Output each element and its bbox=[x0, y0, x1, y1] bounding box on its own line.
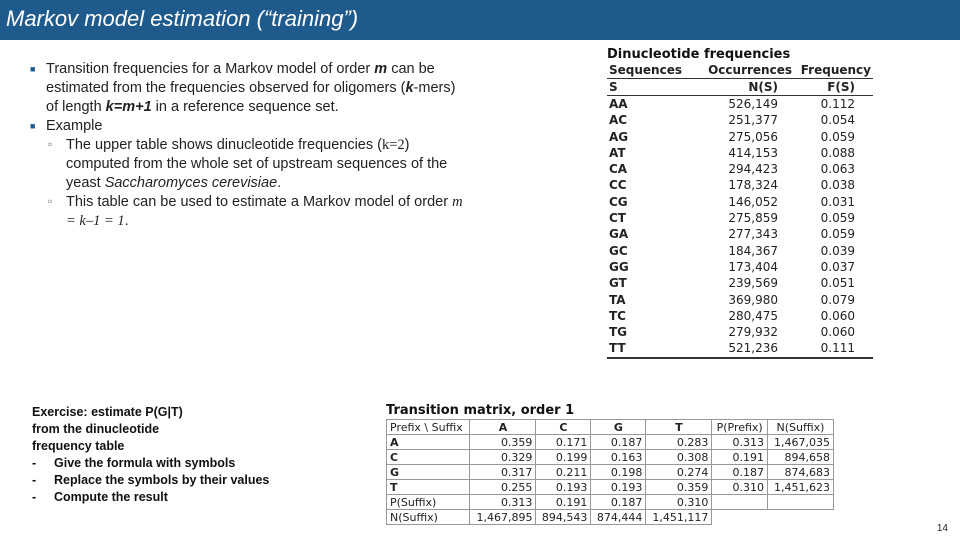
matrix-cell: 0.187 bbox=[712, 465, 768, 480]
col-header-sequences: Sequences bbox=[609, 63, 682, 77]
cell-occurrences: 369,980 bbox=[728, 292, 778, 307]
table-row bbox=[607, 194, 873, 210]
exercise-line: Exercise: estimate P(G|T) bbox=[32, 405, 183, 419]
empty-cell bbox=[712, 495, 768, 510]
bullet-text: The upper table shows dinucleotide frequencies ( bbox=[66, 137, 382, 153]
bullet-example bbox=[30, 117, 470, 136]
bullet-text: This table can be used to estimate a Markov model of order bbox=[66, 194, 453, 210]
bullet-text: . bbox=[124, 213, 129, 229]
cell-frequency: 0.079 bbox=[820, 292, 855, 307]
cell-occurrences: 275,056 bbox=[728, 129, 778, 144]
summary-cell: 1,467,895 bbox=[470, 510, 536, 525]
cell-sequence: AA bbox=[609, 96, 628, 111]
table-row bbox=[607, 227, 873, 243]
table-row bbox=[607, 243, 873, 259]
bullet-text: ) computed from the whole set of upstream sequences of the yeast bbox=[66, 137, 448, 191]
dinucleotide-table-panel bbox=[607, 47, 873, 359]
cell-frequency: 0.037 bbox=[820, 259, 855, 274]
bullet-text: Transition frequencies for a Markov model of order bbox=[46, 61, 375, 77]
cell-sequence: CC bbox=[609, 178, 627, 193]
cell-frequency: 0.051 bbox=[820, 276, 855, 291]
symbol-ns: N(S) bbox=[684, 79, 792, 96]
cell-occurrences: 275,859 bbox=[728, 211, 778, 226]
matrix-cell: 0.171 bbox=[536, 435, 591, 450]
col-header-frequency: Frequency bbox=[792, 62, 873, 79]
symbol-row bbox=[607, 79, 873, 96]
exercise-item: - Give the formula with symbols bbox=[32, 455, 332, 472]
page-number: 14 bbox=[936, 523, 948, 534]
matrix-cell: 0.198 bbox=[591, 465, 646, 480]
table-row bbox=[607, 129, 873, 145]
bullet-text: can be estimated from the frequencies observed for oligomers ( bbox=[46, 61, 435, 96]
bullet-m: m bbox=[374, 61, 388, 77]
cell-frequency: 0.039 bbox=[820, 243, 855, 258]
p-suffix-row bbox=[387, 495, 834, 510]
cell-occurrences: 178,324 bbox=[728, 178, 778, 193]
matrix-cell: 0.308 bbox=[646, 450, 712, 465]
cell-occurrences: 414,153 bbox=[728, 145, 778, 160]
table-row bbox=[387, 480, 834, 495]
summary-cell: 0.310 bbox=[646, 495, 712, 510]
row-header: C bbox=[387, 450, 470, 465]
bullet-text: . bbox=[277, 175, 282, 191]
transition-matrix-table bbox=[386, 419, 834, 525]
matrix-cell: 0.317 bbox=[470, 465, 536, 480]
cell-sequence: AT bbox=[609, 145, 626, 160]
cell-sequence: GG bbox=[609, 259, 629, 274]
cell-sequence: GA bbox=[609, 227, 629, 242]
bullet-formula: k=m+1 bbox=[105, 99, 152, 115]
cell-sequence: TA bbox=[609, 292, 626, 307]
exercise-item: - Compute the result bbox=[32, 489, 332, 506]
table-row bbox=[607, 113, 873, 129]
cell-sequence: TT bbox=[607, 341, 684, 358]
cell-frequency: 0.059 bbox=[820, 211, 855, 226]
matrix-cell: 0.274 bbox=[646, 465, 712, 480]
cell-frequency: 0.059 bbox=[820, 227, 855, 242]
subbullet-markov-order bbox=[30, 193, 470, 231]
cell-frequency: 0.111 bbox=[792, 341, 873, 358]
summary-cell: 0.187 bbox=[591, 495, 646, 510]
summary-cell: 874,444 bbox=[591, 510, 646, 525]
cell-sequence: CG bbox=[609, 194, 628, 209]
empty-cell bbox=[767, 495, 833, 510]
cell-frequency: 0.088 bbox=[820, 145, 855, 160]
matrix-cell: 1,467,035 bbox=[767, 435, 833, 450]
header-t: T bbox=[646, 420, 712, 435]
cell-occurrences: 526,149 bbox=[728, 96, 778, 111]
table-row bbox=[607, 292, 873, 308]
cell-occurrences: 251,377 bbox=[728, 113, 778, 128]
bullet-text: -mers) of length bbox=[46, 80, 456, 115]
matrix-cell: 0.255 bbox=[470, 480, 536, 495]
table-row bbox=[607, 259, 873, 275]
exercise-block bbox=[32, 404, 332, 506]
slide-title: Markov model estimation (“training”) bbox=[6, 6, 359, 31]
matrix-cell: 0.163 bbox=[591, 450, 646, 465]
table-row bbox=[607, 210, 873, 226]
header-n-suffix: N(Suffix) bbox=[767, 420, 833, 435]
matrix-cell: 0.187 bbox=[591, 435, 646, 450]
cell-occurrences: 521,236 bbox=[684, 341, 792, 358]
cell-occurrences: 239,569 bbox=[728, 276, 778, 291]
exercise-line: from the dinucleotide bbox=[32, 422, 160, 436]
cell-frequency: 0.060 bbox=[820, 325, 855, 340]
bullet-text: Example bbox=[46, 118, 103, 134]
table-row bbox=[387, 435, 834, 450]
cell-sequence: TC bbox=[609, 308, 626, 323]
table-row bbox=[607, 341, 873, 358]
row-header: T bbox=[387, 480, 470, 495]
matrix-cell: 0.191 bbox=[712, 450, 768, 465]
bullet-k2: k=2 bbox=[381, 137, 405, 153]
summary-cell: 0.313 bbox=[470, 495, 536, 510]
table-row bbox=[387, 450, 834, 465]
row-header: G bbox=[387, 465, 470, 480]
header-g: G bbox=[591, 420, 646, 435]
col-header-occurrences: Occurrences bbox=[684, 62, 792, 79]
table-row bbox=[607, 161, 873, 177]
matrix-cell: 0.193 bbox=[536, 480, 591, 495]
bullet-k: k bbox=[405, 80, 414, 96]
header-p-prefix: P(Prefix) bbox=[712, 420, 768, 435]
table-row bbox=[607, 96, 873, 113]
bullet-transition-frequencies bbox=[30, 60, 470, 117]
cell-frequency: 0.063 bbox=[820, 162, 855, 177]
cell-sequence: GC bbox=[609, 243, 628, 258]
bullet-list bbox=[30, 60, 470, 231]
symbol-fs: F(S) bbox=[792, 79, 873, 96]
matrix-cell: 1,451,623 bbox=[767, 480, 833, 495]
matrix-cell: 0.359 bbox=[470, 435, 536, 450]
matrix-cell: 0.199 bbox=[536, 450, 591, 465]
cell-frequency: 0.059 bbox=[820, 129, 855, 144]
matrix-cell: 0.193 bbox=[591, 480, 646, 495]
transition-matrix-title: Transition matrix, order 1 bbox=[386, 403, 575, 418]
cell-occurrences: 173,404 bbox=[728, 259, 778, 274]
matrix-cell: 874,683 bbox=[767, 465, 833, 480]
matrix-cell: 0.211 bbox=[536, 465, 591, 480]
cell-frequency: 0.060 bbox=[820, 308, 855, 323]
cell-frequency: 0.112 bbox=[820, 96, 855, 111]
cell-sequence: CA bbox=[609, 162, 628, 177]
summary-cell: 894,543 bbox=[536, 510, 591, 525]
table-row bbox=[607, 178, 873, 194]
cell-sequence: GT bbox=[609, 276, 627, 291]
cell-occurrences: 277,343 bbox=[728, 227, 778, 242]
cell-occurrences: 279,932 bbox=[728, 325, 778, 340]
cell-frequency: 0.054 bbox=[820, 113, 855, 128]
summary-cell: 0.191 bbox=[536, 495, 591, 510]
empty-cell bbox=[712, 510, 768, 525]
header-prefix-suffix: Prefix \ Suffix bbox=[387, 420, 470, 435]
cell-occurrences: 294,423 bbox=[728, 162, 778, 177]
cell-occurrences: 184,367 bbox=[728, 243, 778, 258]
cell-occurrences: 280,475 bbox=[728, 308, 778, 323]
subbullet-upper-table bbox=[30, 136, 470, 193]
dinucleotide-table bbox=[607, 62, 873, 359]
table-row bbox=[607, 276, 873, 292]
cell-frequency: 0.038 bbox=[820, 178, 855, 193]
matrix-cell: 0.359 bbox=[646, 480, 712, 495]
n-suffix-row bbox=[387, 510, 834, 525]
empty-cell bbox=[767, 510, 833, 525]
matrix-cell: 0.313 bbox=[712, 435, 768, 450]
row-header: A bbox=[387, 435, 470, 450]
row-header: N(Suffix) bbox=[387, 510, 470, 525]
cell-sequence: TG bbox=[609, 325, 628, 340]
dinucleotide-table-title: Dinucleotide frequencies bbox=[607, 47, 791, 62]
cell-sequence: AC bbox=[609, 113, 628, 128]
bullet-species: Saccharomyces cerevisiae bbox=[104, 175, 278, 191]
table-row bbox=[607, 308, 873, 324]
summary-cell: 1,451,117 bbox=[646, 510, 712, 525]
transition-matrix-panel bbox=[386, 403, 834, 525]
cell-occurrences: 146,052 bbox=[728, 194, 778, 209]
exercise-item: - Replace the symbols by their values bbox=[32, 472, 332, 489]
matrix-cell: 894,658 bbox=[767, 450, 833, 465]
symbol-s: S bbox=[607, 79, 684, 96]
table-row bbox=[607, 324, 873, 340]
table-row bbox=[607, 145, 873, 161]
header-c: C bbox=[536, 420, 591, 435]
bullet-order-formula: m = k–1 = 1 bbox=[66, 194, 463, 229]
row-header: P(Suffix) bbox=[387, 495, 470, 510]
matrix-cell: 0.310 bbox=[712, 480, 768, 495]
exercise-line: frequency table bbox=[32, 439, 125, 453]
cell-frequency: 0.031 bbox=[820, 194, 855, 209]
cell-sequence: CT bbox=[609, 211, 626, 226]
matrix-cell: 0.283 bbox=[646, 435, 712, 450]
matrix-cell: 0.329 bbox=[470, 450, 536, 465]
bullet-text: in a reference sequence set. bbox=[151, 99, 339, 115]
cell-sequence: AG bbox=[609, 129, 629, 144]
header-a: A bbox=[470, 420, 536, 435]
title-bar bbox=[0, 0, 960, 40]
table-row bbox=[387, 465, 834, 480]
